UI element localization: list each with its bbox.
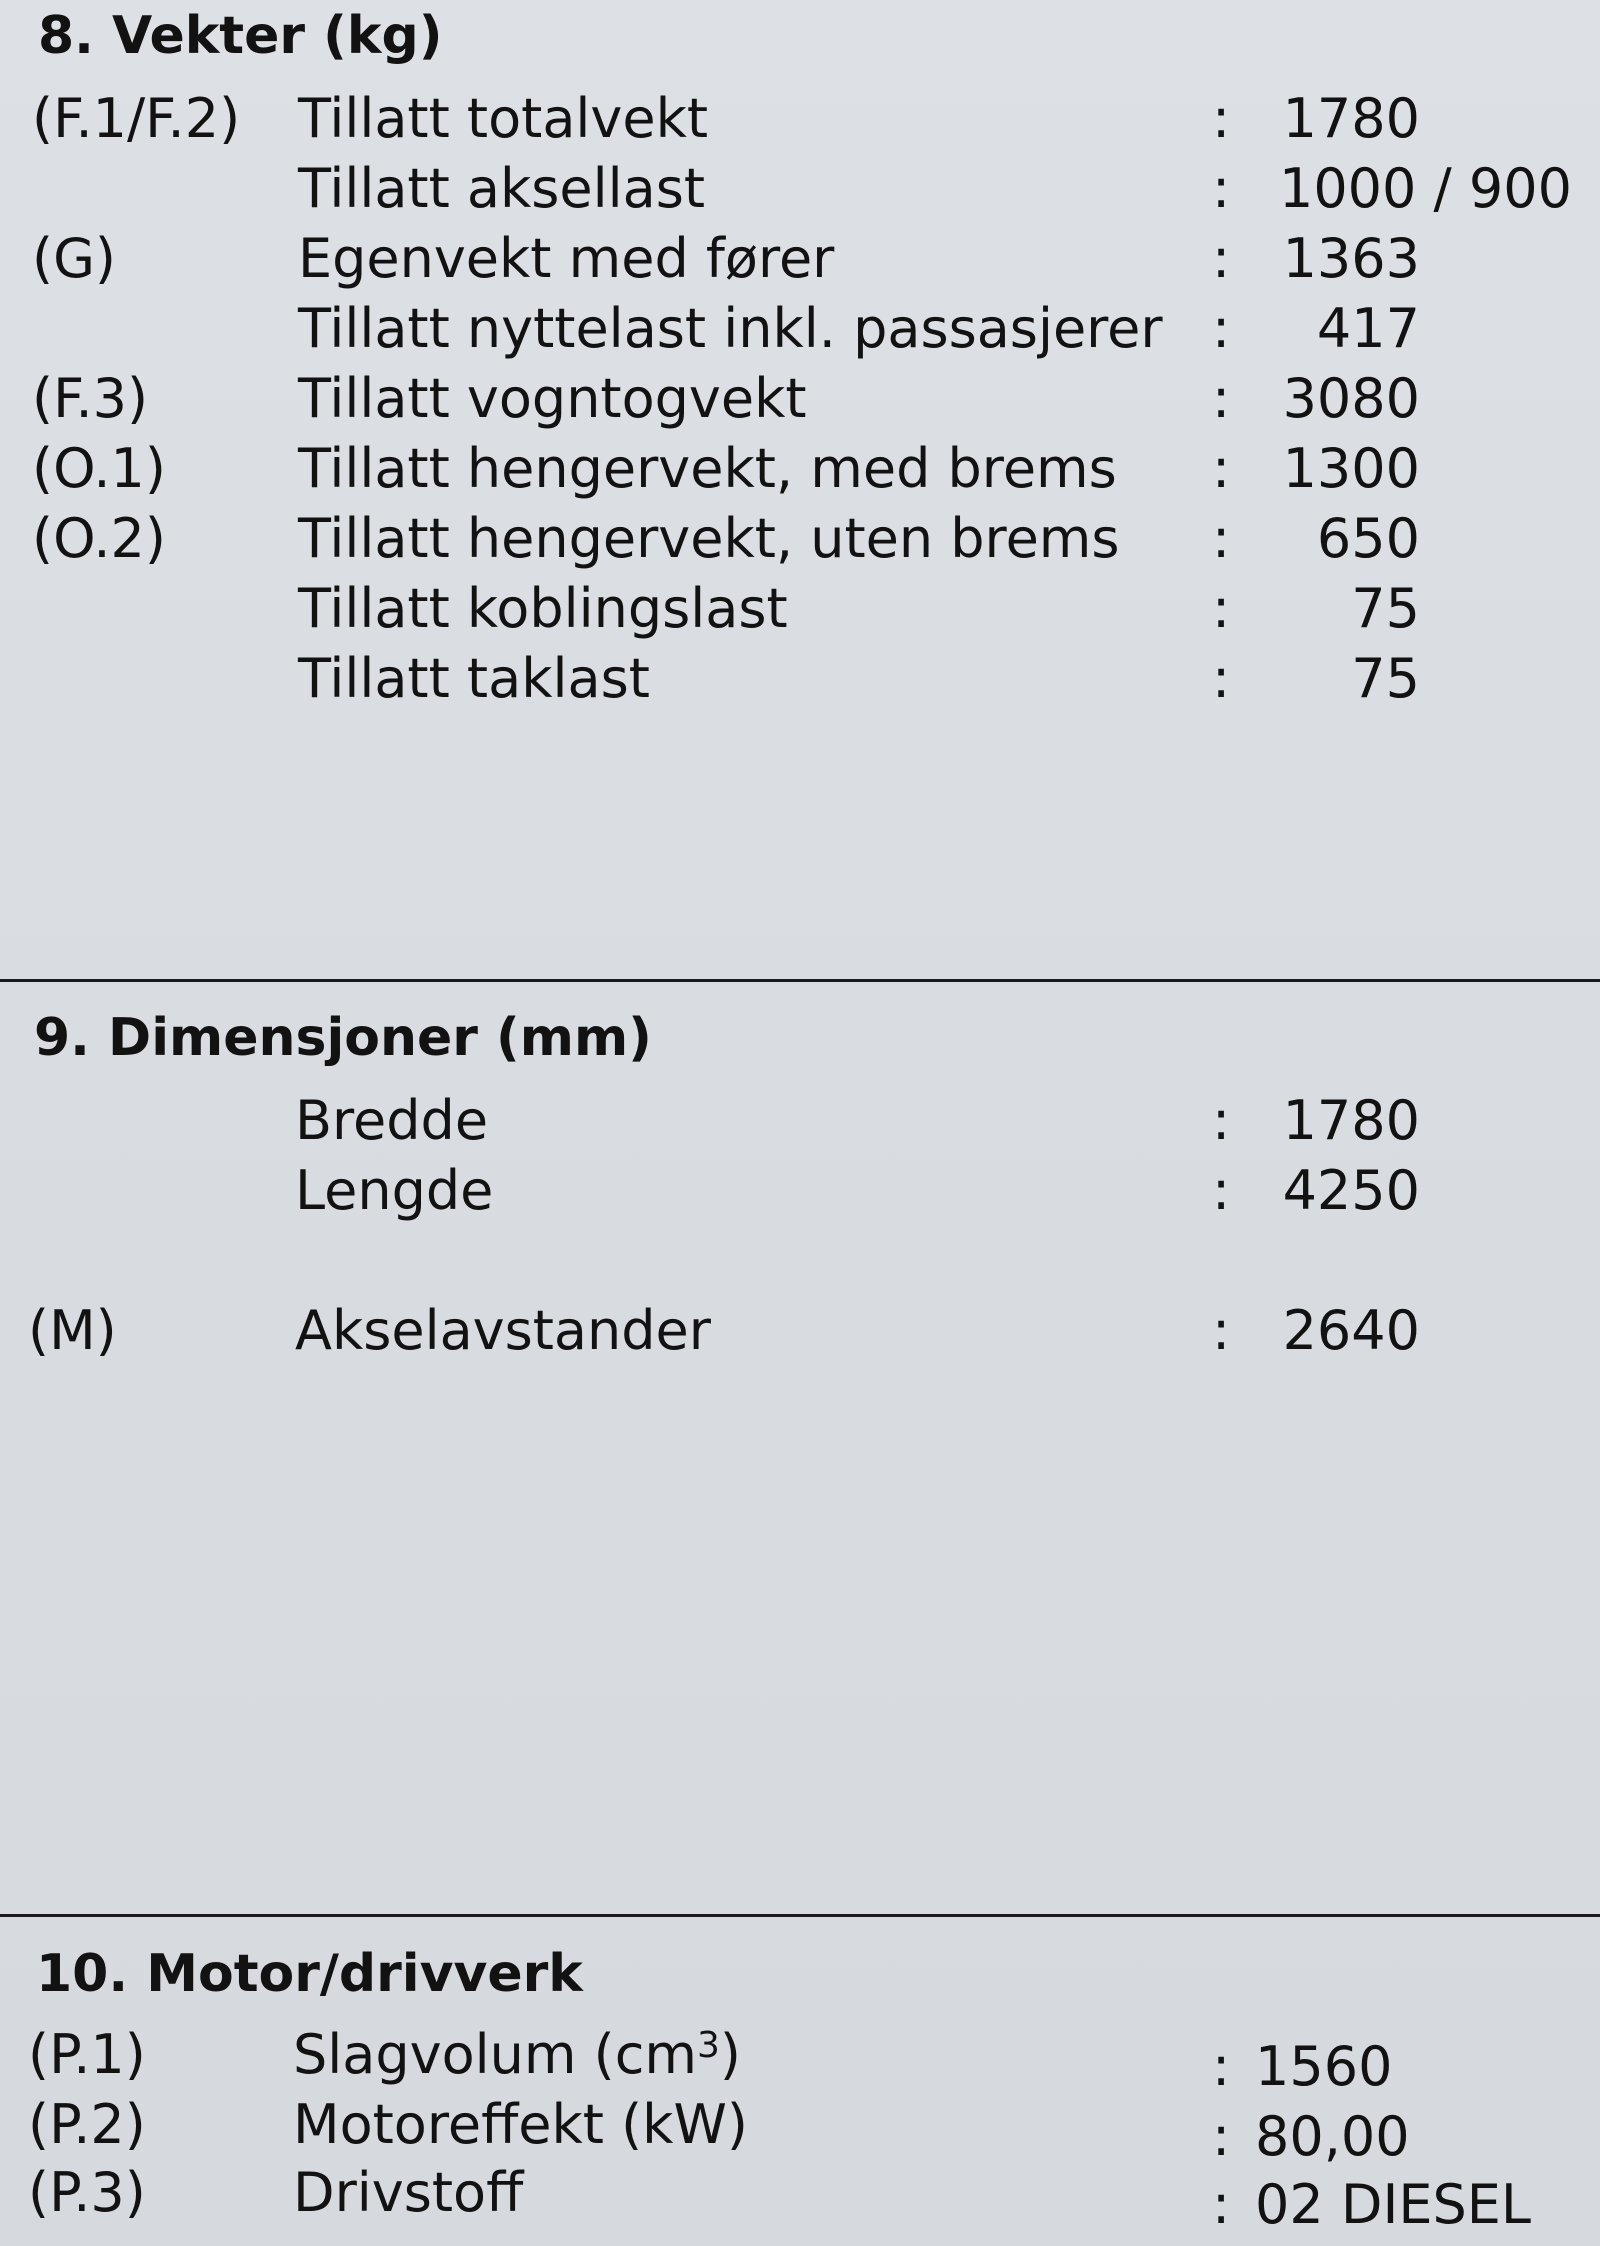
row-separator: : [1212, 1089, 1231, 1152]
table-row [0, 1299, 1600, 1374]
row-value: 1780 [1282, 1089, 1420, 1152]
row-separator: : [1212, 577, 1231, 640]
table-row [0, 1159, 1600, 1234]
row-separator: : [1212, 297, 1231, 360]
row-code: (O.1) [32, 437, 166, 500]
row-label: Tillatt taklast [298, 647, 650, 710]
row-separator: : [1212, 1159, 1231, 1222]
row-label: Egenvekt med fører [298, 227, 835, 290]
section-divider [0, 979, 1600, 982]
row-label-superscript: 3 [697, 2025, 720, 2066]
row-value: 1780 [1282, 87, 1420, 150]
row-value: 3080 [1282, 367, 1420, 430]
row-label: Lengde [295, 1159, 494, 1222]
row-label: Bredde [295, 1089, 489, 1152]
row-value: 417 [1316, 297, 1420, 360]
row-code: (P.1) [28, 2023, 146, 2086]
row-separator: : [1212, 507, 1231, 570]
row-separator: : [1212, 647, 1231, 710]
row-label: Tillatt hengervekt, med brems [298, 437, 1117, 500]
row-code: (P.3) [28, 2161, 146, 2224]
table-row [0, 647, 1600, 722]
row-value: 75 [1351, 647, 1420, 710]
row-value: 80,00 [1255, 2105, 1410, 2168]
table-row [0, 367, 1600, 442]
row-separator: : [1212, 157, 1231, 220]
row-value: 2640 [1282, 1299, 1420, 1362]
row-separator: : [1212, 367, 1231, 430]
row-separator: : [1212, 2105, 1231, 2168]
row-value: 1300 [1282, 437, 1420, 500]
row-separator: : [1212, 227, 1231, 290]
row-code: (F.1/F.2) [32, 87, 241, 150]
row-label-suffix: ) [719, 2023, 741, 2086]
row-code: (P.2) [28, 2093, 146, 2156]
section-title-weights: 8. Vekter (kg) [38, 6, 443, 66]
row-label: Tillatt nyttelast inkl. passasjerer [298, 297, 1163, 360]
table-row [0, 2161, 1600, 2236]
table-row [0, 157, 1600, 232]
row-separator: : [1212, 87, 1231, 150]
row-label: Tillatt vogntogvekt [298, 367, 807, 430]
row-code: (M) [28, 1299, 117, 1362]
table-row [0, 227, 1600, 302]
row-label: Motoreffekt (kW) [293, 2093, 748, 2156]
row-label: Akselavstander [295, 1299, 711, 1362]
row-value: 1000 / 900 [1278, 157, 1572, 220]
row-label: Drivstoff [293, 2161, 524, 2224]
row-label: Tillatt koblingslast [298, 577, 788, 640]
row-label: Tillatt totalvekt [298, 87, 709, 150]
row-code: (F.3) [32, 367, 149, 430]
section-title-dimensions: 9. Dimensjoner (mm) [34, 1008, 652, 1068]
row-label: Tillatt hengervekt, uten brems [298, 507, 1120, 570]
table-row [0, 437, 1600, 512]
row-value: 02 DIESEL [1255, 2173, 1531, 2236]
table-row [0, 2093, 1600, 2168]
row-value: 1363 [1282, 227, 1420, 290]
row-label: Tillatt aksellast [298, 157, 706, 220]
table-row [0, 297, 1600, 372]
row-label-text: Slagvolum (cm [293, 2023, 697, 2086]
row-separator: : [1212, 2035, 1231, 2098]
table-row [0, 87, 1600, 162]
table-row [0, 507, 1600, 582]
section-divider [0, 1914, 1600, 1917]
row-separator: : [1212, 1299, 1231, 1362]
row-value: 650 [1316, 507, 1420, 570]
section-title-engine: 10. Motor/drivverk [36, 1944, 583, 2004]
row-code: (G) [32, 227, 116, 290]
table-row [0, 2023, 1600, 2098]
row-separator: : [1212, 2173, 1231, 2236]
row-value: 4250 [1282, 1159, 1420, 1222]
row-value: 75 [1351, 577, 1420, 640]
table-row [0, 577, 1600, 652]
row-value: 1560 [1255, 2035, 1393, 2098]
row-code: (O.2) [32, 507, 166, 570]
table-row [0, 1089, 1600, 1164]
row-separator: : [1212, 437, 1231, 500]
row-label [293, 2023, 741, 2086]
